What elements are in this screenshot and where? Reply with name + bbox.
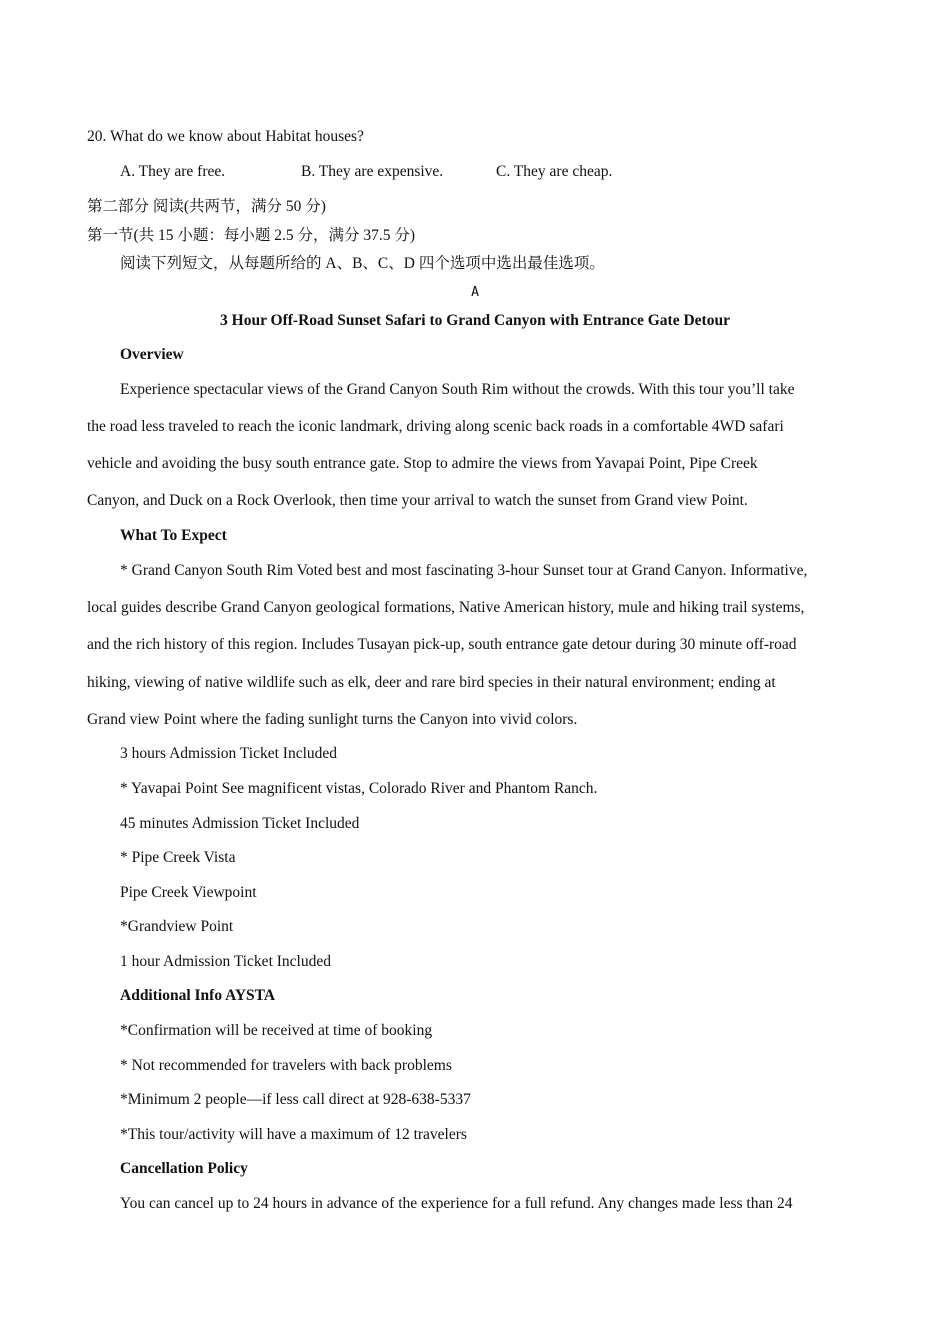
overview-line: Canyon, and Duck on a Rock Overlook, then time your arrival to watch the sunset from Grand view Point. <box>87 492 748 509</box>
stop-item: 1 hour Admission Ticket Included <box>120 953 331 970</box>
passage-letter: A <box>471 285 479 300</box>
passage-title: 3 Hour Off-Road Sunset Safari to Grand Canyon with Entrance Gate Detour <box>220 312 730 329</box>
cancellation-line: You can cancel up to 24 hours in advance of the experience for a full refund. Any changes made less than 24 <box>120 1195 793 1212</box>
what-to-expect-heading: What To Expect <box>120 527 227 544</box>
additional-item: * Not recommended for travelers with back problems <box>120 1057 452 1074</box>
cancellation-heading: Cancellation Policy <box>120 1160 248 1177</box>
expect-line: Grand view Point where the fading sunlight turns the Canyon into vivid colors. <box>87 711 578 728</box>
overview-line: Experience spectacular views of the Grand Canyon South Rim without the crowds. With this tour you’ll take <box>120 381 795 398</box>
expect-line: and the rich history of this region. Includes Tusayan pick-up, south entrance gate detour during 30 minute off-road <box>87 636 797 653</box>
overview-heading: Overview <box>120 346 184 363</box>
additional-item: *This tour/activity will have a maximum of 12 travelers <box>120 1126 467 1143</box>
additional-item: *Minimum 2 people—if less call direct at 928-638-5337 <box>120 1091 471 1108</box>
expect-line: local guides describe Grand Canyon geological formations, Native American history, mule and hiking trail systems, <box>87 599 805 616</box>
section1-heading: 第一节(共 15 小题：每小题 2.5 分，满分 37.5 分) <box>87 227 416 244</box>
reading-instruction: 阅读下列短文，从每题所给的 A、B、C、D 四个选项中选出最佳选项。 <box>120 255 605 272</box>
stop-item: * Yavapai Point See magnificent vistas, Colorado River and Phantom Ranch. <box>120 780 598 797</box>
option-c: C. They are cheap. <box>496 163 613 180</box>
expect-line: * Grand Canyon South Rim Voted best and most fascinating 3-hour Sunset tour at Grand Canyon. Informative, <box>120 562 808 579</box>
stop-item: * Pipe Creek Vista <box>120 849 236 866</box>
stop-item: 45 minutes Admission Ticket Included <box>120 815 360 832</box>
stop-item: 3 hours Admission Ticket Included <box>120 745 338 762</box>
overview-line: the road less traveled to reach the iconic landmark, driving along scenic back roads in a comfortable 4WD safari <box>87 418 784 435</box>
part2-heading: 第二部分 阅读(共两节，满分 50 分) <box>87 198 326 215</box>
option-b: B. They are expensive. <box>301 163 444 180</box>
stop-item: Pipe Creek Viewpoint <box>120 884 257 901</box>
question-20: 20. What do we know about Habitat houses? <box>87 128 364 145</box>
additional-item: *Confirmation will be received at time of booking <box>120 1022 433 1039</box>
overview-line: vehicle and avoiding the busy south entrance gate. Stop to admire the views from Yavapai Point, Pipe Creek <box>87 455 758 472</box>
option-a: A. They are free. <box>120 163 226 180</box>
stop-item: *Grandview Point <box>120 918 234 935</box>
additional-info-heading: Additional Info AYSTA <box>120 987 276 1004</box>
expect-line: hiking, viewing of native wildlife such as elk, deer and rare bird species in their natural environment; ending at <box>87 674 776 691</box>
